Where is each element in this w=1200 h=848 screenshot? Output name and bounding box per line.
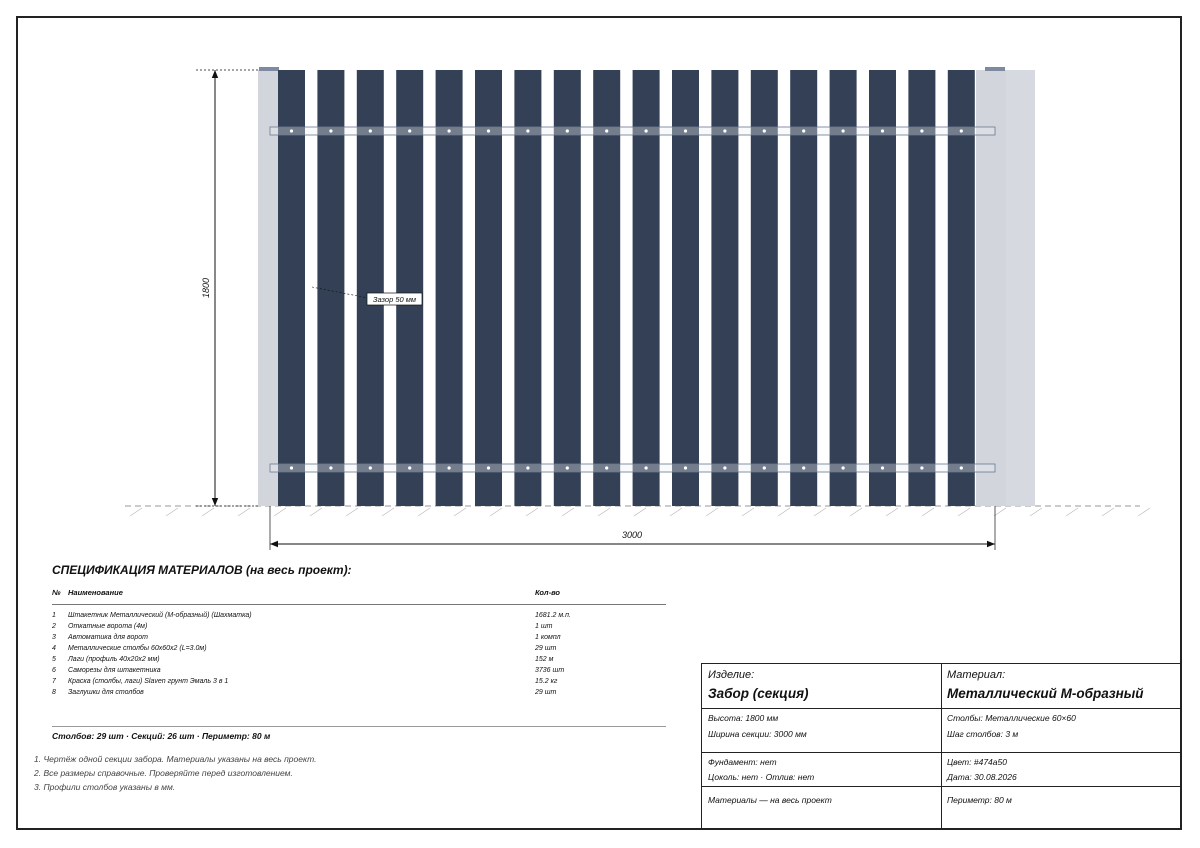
hatch-mark bbox=[382, 508, 394, 516]
spec-row-qty: 152 м bbox=[535, 656, 554, 663]
spec-row-name: Заглушки для столбов bbox=[68, 689, 144, 696]
hatch-mark bbox=[598, 508, 610, 516]
section-width-spec: Ширина секции: 3000 мм bbox=[708, 729, 807, 739]
hatch-mark bbox=[346, 508, 358, 516]
spec-col-qty: Кол-во bbox=[535, 588, 560, 597]
spec-row-name: Штакетник Металлический (М-образный) (Шахматка) bbox=[68, 612, 252, 619]
spec-row-name: Краска (столбы, лаги) Slaven грунт Эмаль 3 в 1 bbox=[68, 678, 229, 685]
hatch-mark bbox=[670, 508, 682, 516]
hatch-mark bbox=[166, 508, 178, 516]
spec-row-qty: 1 шт bbox=[535, 623, 553, 630]
product-value: Забор (секция) bbox=[708, 686, 809, 701]
hatch-mark bbox=[814, 508, 826, 516]
title-block-rule-1 bbox=[702, 708, 1181, 709]
date-spec: Дата: 30.08.2026 bbox=[947, 772, 1017, 782]
hatch-mark bbox=[778, 508, 790, 516]
spec-row-no: 2 bbox=[52, 623, 56, 630]
foundation-spec: Фундамент: нет bbox=[708, 757, 777, 767]
title-block-divider bbox=[941, 664, 942, 828]
screw bbox=[329, 129, 332, 132]
hatch-mark bbox=[850, 508, 862, 516]
screw bbox=[960, 129, 963, 132]
hatch-mark bbox=[706, 508, 718, 516]
screw bbox=[920, 129, 923, 132]
spec-row-no: 6 bbox=[52, 667, 56, 674]
far-right-post bbox=[1006, 70, 1035, 506]
hatch-mark bbox=[742, 508, 754, 516]
screw bbox=[290, 466, 293, 469]
spec-col-no: № bbox=[52, 588, 61, 597]
title-block-rule-2 bbox=[702, 752, 1181, 753]
screw bbox=[526, 466, 529, 469]
color-spec: Цвет: #474a50 bbox=[947, 757, 1007, 767]
perimeter-spec: Периметр: 80 м bbox=[947, 795, 1012, 805]
hatch-mark bbox=[130, 508, 142, 516]
screw bbox=[566, 466, 569, 469]
spec-row-qty: 29 шт bbox=[535, 645, 557, 652]
screw bbox=[566, 129, 569, 132]
spec-row-qty: 29 шт bbox=[535, 689, 557, 696]
hatch-mark bbox=[202, 508, 214, 516]
hatch-mark bbox=[1102, 508, 1114, 516]
spec-row-no: 5 bbox=[52, 656, 56, 663]
gap-label: Зазор 50 мм bbox=[372, 295, 417, 304]
screw bbox=[408, 466, 411, 469]
screw bbox=[408, 129, 411, 132]
hatch-mark bbox=[958, 508, 970, 516]
height-spec: Высота: 1800 мм bbox=[708, 713, 779, 723]
spec-row-no: 4 bbox=[52, 645, 56, 652]
hatch-mark bbox=[562, 508, 574, 516]
hatch-mark bbox=[1138, 508, 1150, 516]
screw bbox=[723, 129, 726, 132]
screw bbox=[448, 129, 451, 132]
screw bbox=[881, 466, 884, 469]
spec-row-qty: 15.2 кг bbox=[535, 678, 558, 685]
screw bbox=[369, 129, 372, 132]
spec-row-no: 1 bbox=[52, 612, 56, 619]
screw bbox=[487, 466, 490, 469]
screw bbox=[645, 129, 648, 132]
hatch-mark bbox=[490, 508, 502, 516]
hatch-mark bbox=[1066, 508, 1078, 516]
hatch-mark bbox=[274, 508, 286, 516]
screw bbox=[842, 129, 845, 132]
right-post-cap bbox=[985, 67, 1005, 71]
hatch-mark bbox=[994, 508, 1006, 516]
screw bbox=[842, 466, 845, 469]
spec-header bbox=[52, 586, 666, 605]
spec-row-name: Лаги (профиль 40х20х2 мм) bbox=[68, 656, 160, 663]
material-value: Металлический М-образный bbox=[947, 686, 1144, 701]
table-row bbox=[52, 689, 666, 701]
left-post-cap bbox=[259, 67, 279, 71]
ground-hatch bbox=[130, 508, 1150, 516]
spec-row-no: 8 bbox=[52, 689, 56, 696]
material-label: Материал: bbox=[947, 669, 1006, 681]
hatch-mark bbox=[418, 508, 430, 516]
spec-row-no: 7 bbox=[52, 678, 56, 685]
screw bbox=[605, 129, 608, 132]
spec-row-name: Металлические столбы 60х60х2 (L=3.0м) bbox=[68, 645, 207, 652]
title-block-rule-3 bbox=[702, 786, 1181, 787]
spec-row-name: Саморезы для штакетника bbox=[68, 667, 161, 674]
hatch-mark bbox=[886, 508, 898, 516]
screw bbox=[290, 129, 293, 132]
spec-row-name: Автоматика для ворот bbox=[68, 634, 148, 641]
screw bbox=[920, 466, 923, 469]
hatch-mark bbox=[1030, 508, 1042, 516]
materials-note: Материалы — на весь проект bbox=[708, 795, 832, 805]
screw bbox=[605, 466, 608, 469]
screw bbox=[684, 466, 687, 469]
spec-title: СПЕЦИФИКАЦИЯ МАТЕРИАЛОВ (на весь проект): bbox=[52, 563, 352, 577]
spec-summary: Столбов: 29 шт · Секций: 26 шт · Периметр: 80 м bbox=[52, 731, 271, 741]
screw bbox=[684, 129, 687, 132]
screw bbox=[448, 466, 451, 469]
height-label: 1800 bbox=[201, 277, 211, 299]
screw bbox=[526, 129, 529, 132]
screw bbox=[645, 466, 648, 469]
note-1: 1. Чертёж одной секции забора. Материалы указаны на весь проект. bbox=[34, 754, 317, 764]
hatch-mark bbox=[454, 508, 466, 516]
screw bbox=[802, 129, 805, 132]
screw bbox=[329, 466, 332, 469]
note-3: 3. Профили столбов указаны в мм. bbox=[34, 782, 176, 792]
top-rail bbox=[270, 127, 995, 135]
screw bbox=[763, 466, 766, 469]
spec-row-qty: 1681.2 м.п. bbox=[535, 612, 571, 619]
screw bbox=[763, 129, 766, 132]
bottom-rail bbox=[270, 464, 995, 472]
title-block bbox=[701, 663, 1181, 828]
product-label: Изделие: bbox=[708, 669, 755, 681]
plinth-spec: Цоколь: нет · Отлив: нет bbox=[708, 772, 815, 782]
hatch-mark bbox=[526, 508, 538, 516]
note-2: 2. Все размеры справочные. Проверяйте перед изготовлением. bbox=[34, 768, 293, 778]
hatch-mark bbox=[922, 508, 934, 516]
spec-col-name: Наименование bbox=[68, 588, 123, 597]
screw bbox=[723, 466, 726, 469]
hatch-mark bbox=[634, 508, 646, 516]
screw bbox=[881, 129, 884, 132]
screw bbox=[369, 466, 372, 469]
spec-row-no: 3 bbox=[52, 634, 56, 641]
spec-row-qty: 1 компл bbox=[535, 634, 561, 641]
post-step-spec: Шаг столбов: 3 м bbox=[947, 729, 1019, 739]
screw bbox=[960, 466, 963, 469]
width-label: 3000 bbox=[621, 530, 643, 540]
screw bbox=[487, 129, 490, 132]
spec-row-name: Откатные ворота (4м) bbox=[68, 623, 148, 630]
screw bbox=[802, 466, 805, 469]
posts-spec: Столбы: Металлические 60×60 bbox=[947, 713, 1076, 723]
hatch-mark bbox=[310, 508, 322, 516]
spec-row-qty: 3736 шт bbox=[535, 667, 565, 674]
hatch-mark bbox=[238, 508, 250, 516]
spec-divider bbox=[52, 726, 666, 727]
